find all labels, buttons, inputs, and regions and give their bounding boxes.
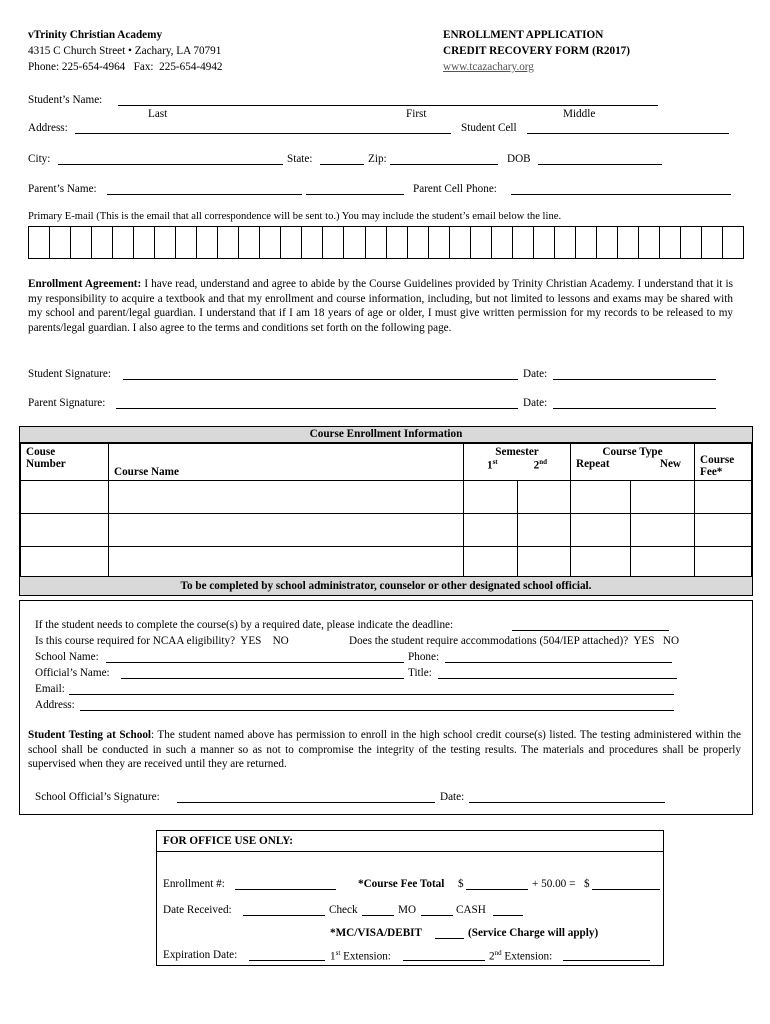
official-name-field[interactable] xyxy=(121,678,404,679)
email-box[interactable] xyxy=(408,227,429,258)
semester-2 xyxy=(534,458,547,472)
ext2-text: Extension: xyxy=(504,950,553,963)
course-number-cell[interactable] xyxy=(21,514,109,547)
expiration-date-field[interactable] xyxy=(249,960,325,961)
enrollment-number-label: Enrollment #: xyxy=(163,878,225,890)
email-box[interactable] xyxy=(681,227,702,258)
address-label: Address: xyxy=(28,122,68,134)
course-fee-cell[interactable] xyxy=(695,547,752,580)
office-use-heading: FOR OFFICE USE ONLY: xyxy=(157,831,663,852)
email-box[interactable] xyxy=(387,227,408,258)
new-cell[interactable] xyxy=(631,514,695,547)
form-title: ENROLLMENT APPLICATION xyxy=(443,29,604,41)
deadline-label: If the student needs to complete the course(s) by a required date, please indicate the deadline: xyxy=(35,619,454,631)
email-instructions: Primary E-mail (This is the email that all correspondence will be sent to.) You may include the student’s email below the line. xyxy=(28,211,562,222)
email-box[interactable] xyxy=(429,227,450,258)
dollar-sign-1: $ xyxy=(458,878,464,890)
col-course-number xyxy=(21,444,109,481)
email-box[interactable] xyxy=(555,227,576,258)
card-payment-label: *MC/VISA/DEBIT xyxy=(330,927,423,939)
semester-2-cell[interactable] xyxy=(518,481,571,514)
student-date-label: Date: xyxy=(523,368,548,380)
email-box[interactable] xyxy=(344,227,365,258)
course-fee-cell[interactable] xyxy=(695,481,752,514)
second-extension-label xyxy=(489,949,552,963)
col-course-fee: Course Fee* xyxy=(695,444,752,481)
semester-2-num: 2 xyxy=(533,459,540,472)
semester-1-cell[interactable] xyxy=(464,547,518,580)
official-date-label: Date: xyxy=(440,791,465,803)
email-box[interactable] xyxy=(176,227,197,258)
parent-name-label: Parent’s Name: xyxy=(28,183,97,195)
cash-field[interactable] xyxy=(493,915,523,916)
last-name-caption: Last xyxy=(148,108,168,120)
email-box[interactable] xyxy=(71,227,92,258)
course-name-cell[interactable] xyxy=(109,547,464,580)
parent-cell-field[interactable] xyxy=(511,194,731,195)
student-date-field[interactable] xyxy=(553,379,716,380)
email-box[interactable] xyxy=(113,227,134,258)
email-box[interactable] xyxy=(218,227,239,258)
course-type-heading: Course Type xyxy=(602,446,663,458)
student-name-label: Student’s Name: xyxy=(28,94,103,106)
course-table-header xyxy=(21,444,752,481)
parent-signature-field[interactable] xyxy=(116,408,518,409)
course-fee-total-field[interactable] xyxy=(466,889,528,890)
semester-2-cell[interactable] xyxy=(518,547,571,580)
course-name-cell[interactable] xyxy=(109,481,464,514)
title-field[interactable] xyxy=(438,678,677,679)
official-date-field[interactable] xyxy=(469,802,665,803)
email-box[interactable] xyxy=(260,227,281,258)
parent-name-field-1[interactable] xyxy=(107,194,302,195)
course-number-cell[interactable] xyxy=(21,547,109,580)
middle-name-caption: Middle xyxy=(563,108,596,120)
school-name-label: School Name: xyxy=(35,651,99,663)
repeat-cell[interactable] xyxy=(571,514,631,547)
ext2-sup: nd xyxy=(494,949,502,957)
cash-label: CASH xyxy=(456,904,486,916)
date-received-label: Date Received: xyxy=(163,904,232,916)
agreement-text: I have read, understand and agree to abide by the Course Guidelines provided by Trinity Christian Academy. I understand that it is my responsibility to acquire a textbook and that my enrollment and course information, including, but not limited to lessons and exams may be shared with my school and parent/legal guardian. I understand that if I am 18 years of age or older, I must give written permission for my records to be released to my parents/legal guardian. I also agree to the terms and conditions set forth on the following page. xyxy=(28,278,733,334)
student-signature-label: Student Signature: xyxy=(28,368,111,380)
student-signature-field[interactable] xyxy=(123,379,518,380)
enrollment-number-field[interactable] xyxy=(235,889,336,890)
email-box[interactable] xyxy=(471,227,492,258)
col-course-number-line2: Number xyxy=(26,458,66,470)
email-box[interactable] xyxy=(702,227,723,258)
ext1-text: Extension: xyxy=(343,950,391,963)
dob-field[interactable] xyxy=(538,164,662,165)
school-address: 4315 C Church Street • Zachary, LA 70791 xyxy=(28,45,222,57)
official-email-label: Email: xyxy=(35,683,65,695)
col-course-number-line1: Couse xyxy=(26,446,56,458)
new-cell[interactable] xyxy=(631,547,695,580)
school-phone: Phone: 225-654-4964 Fax: 225-654-4942 xyxy=(28,61,223,73)
city-field[interactable] xyxy=(58,164,283,165)
card-payment-field[interactable] xyxy=(435,938,464,939)
agreement-heading: Enrollment Agreement: xyxy=(28,278,142,290)
course-number-cell[interactable] xyxy=(21,481,109,514)
student-cell-field[interactable] xyxy=(527,133,729,134)
accommodations-question[interactable]: Does the student require accommodations (504/IEP attached)? YES NO xyxy=(349,635,680,647)
form-subtitle: CREDIT RECOVERY FORM (R2017) xyxy=(443,45,630,57)
ext2-num: 2 xyxy=(489,950,495,963)
official-address-field[interactable] xyxy=(80,710,674,711)
email-box[interactable] xyxy=(660,227,681,258)
fee-calc-label: + 50.00 = xyxy=(532,878,576,890)
email-box[interactable] xyxy=(639,227,660,258)
course-name-cell[interactable] xyxy=(109,514,464,547)
dollar-sign-2: $ xyxy=(584,878,590,890)
service-charge-note: (Service Charge will apply) xyxy=(468,927,599,939)
email-box[interactable] xyxy=(134,227,155,258)
email-box[interactable] xyxy=(576,227,597,258)
check-field[interactable] xyxy=(362,915,394,916)
zip-label: Zip: xyxy=(368,153,387,165)
title-label: Title: xyxy=(408,667,432,679)
date-received-field[interactable] xyxy=(243,915,325,916)
check-label: Check xyxy=(329,904,358,916)
mo-field[interactable] xyxy=(421,915,453,916)
admin-section-bar: To be completed by school administrator, counselor or other designated school official. xyxy=(19,576,753,596)
ext1-sup: st xyxy=(335,949,341,957)
grand-total-field[interactable] xyxy=(592,889,660,890)
parent-cell-label: Parent Cell Phone: xyxy=(413,183,497,195)
repeat-cell[interactable] xyxy=(571,547,631,580)
email-box[interactable] xyxy=(492,227,513,258)
testing-text: : The student named above has permission to enroll in the high school credit course(s) listed. The testing administered within the school shall be conducted in such a manner so as not to compromise the integrity of the testing results. The materials and procedures shall be properly supervised when they are received until they are returned. xyxy=(28,729,741,771)
email-character-grid[interactable] xyxy=(28,226,744,259)
student-testing-paragraph xyxy=(28,728,741,772)
email-box[interactable] xyxy=(366,227,387,258)
email-box[interactable] xyxy=(29,227,50,258)
official-name-label: Official’s Name: xyxy=(35,667,110,679)
semester-1-num: 1 xyxy=(486,459,493,472)
email-box[interactable] xyxy=(723,227,743,258)
parent-signature-label: Parent Signature: xyxy=(28,397,106,409)
type-repeat: Repeat xyxy=(576,458,610,470)
email-box[interactable] xyxy=(597,227,618,258)
email-box[interactable] xyxy=(197,227,218,258)
student-name-field[interactable] xyxy=(118,105,658,106)
testing-heading: Student Testing at School xyxy=(28,729,152,741)
deadline-field[interactable] xyxy=(512,630,669,631)
table-row xyxy=(21,547,752,580)
semester-heading: Semester xyxy=(495,446,539,458)
first-name-caption: First xyxy=(406,108,427,120)
enrollment-agreement xyxy=(28,277,733,335)
table-row xyxy=(21,481,752,514)
phone-label: Phone: xyxy=(408,651,440,663)
student-cell-label: Student Cell xyxy=(461,122,517,134)
repeat-cell[interactable] xyxy=(571,481,631,514)
school-name-field[interactable] xyxy=(106,662,404,663)
parent-date-label: Date: xyxy=(523,397,548,409)
email-box[interactable] xyxy=(302,227,323,258)
col-course-type xyxy=(571,444,695,481)
semester-1-sup: st xyxy=(492,458,498,466)
col-semester xyxy=(464,444,571,481)
expiration-date-label: Expiration Date: xyxy=(163,949,238,961)
email-box[interactable] xyxy=(450,227,471,258)
website-link[interactable]: www.tcazachary.org xyxy=(443,61,534,73)
office-use-box xyxy=(156,830,664,966)
official-signature-label: School Official’s Signature: xyxy=(35,791,160,803)
email-box[interactable] xyxy=(618,227,639,258)
state-label: State: xyxy=(287,153,313,165)
city-label: City: xyxy=(28,153,51,165)
phone-field[interactable] xyxy=(445,662,672,663)
course-fee-cell[interactable] xyxy=(695,514,752,547)
official-address-label: Address: xyxy=(35,699,75,711)
address-field[interactable] xyxy=(75,133,451,134)
email-box[interactable] xyxy=(239,227,260,258)
ncaa-question[interactable]: Is this course required for NCAA eligibility? YES NO xyxy=(35,635,289,647)
semester-1-cell[interactable] xyxy=(464,481,518,514)
email-box[interactable] xyxy=(50,227,71,258)
ext1-num: 1 xyxy=(330,950,336,963)
new-cell[interactable] xyxy=(631,481,695,514)
semester-1-cell[interactable] xyxy=(464,514,518,547)
email-box[interactable] xyxy=(281,227,302,258)
mo-label: MO xyxy=(398,904,417,916)
parent-date-field[interactable] xyxy=(553,408,716,409)
official-email-field[interactable] xyxy=(69,694,674,695)
state-field[interactable] xyxy=(320,164,364,165)
course-table-title: Course Enrollment Information xyxy=(20,427,752,443)
school-name: vTrinity Christian Academy xyxy=(28,29,163,41)
first-extension-field[interactable] xyxy=(403,960,485,961)
email-box[interactable] xyxy=(534,227,555,258)
email-box[interactable] xyxy=(92,227,113,258)
type-new: New xyxy=(659,458,682,470)
course-fee-total-label: *Course Fee Total xyxy=(358,878,445,890)
second-extension-field[interactable] xyxy=(563,960,650,961)
semester-2-cell[interactable] xyxy=(518,514,571,547)
email-box[interactable] xyxy=(513,227,534,258)
admin-section xyxy=(19,600,753,815)
col-course-name: Course Name xyxy=(109,444,464,481)
table-row xyxy=(21,514,752,547)
official-signature-field[interactable] xyxy=(177,802,435,803)
dob-label: DOB xyxy=(507,153,531,165)
zip-field[interactable] xyxy=(390,164,498,165)
semester-1 xyxy=(487,458,498,472)
semester-2-sup: nd xyxy=(539,458,548,466)
email-box[interactable] xyxy=(323,227,344,258)
course-enrollment-table xyxy=(19,426,753,581)
first-extension-label xyxy=(330,949,391,963)
parent-name-field-2[interactable] xyxy=(306,194,404,195)
email-box[interactable] xyxy=(155,227,176,258)
